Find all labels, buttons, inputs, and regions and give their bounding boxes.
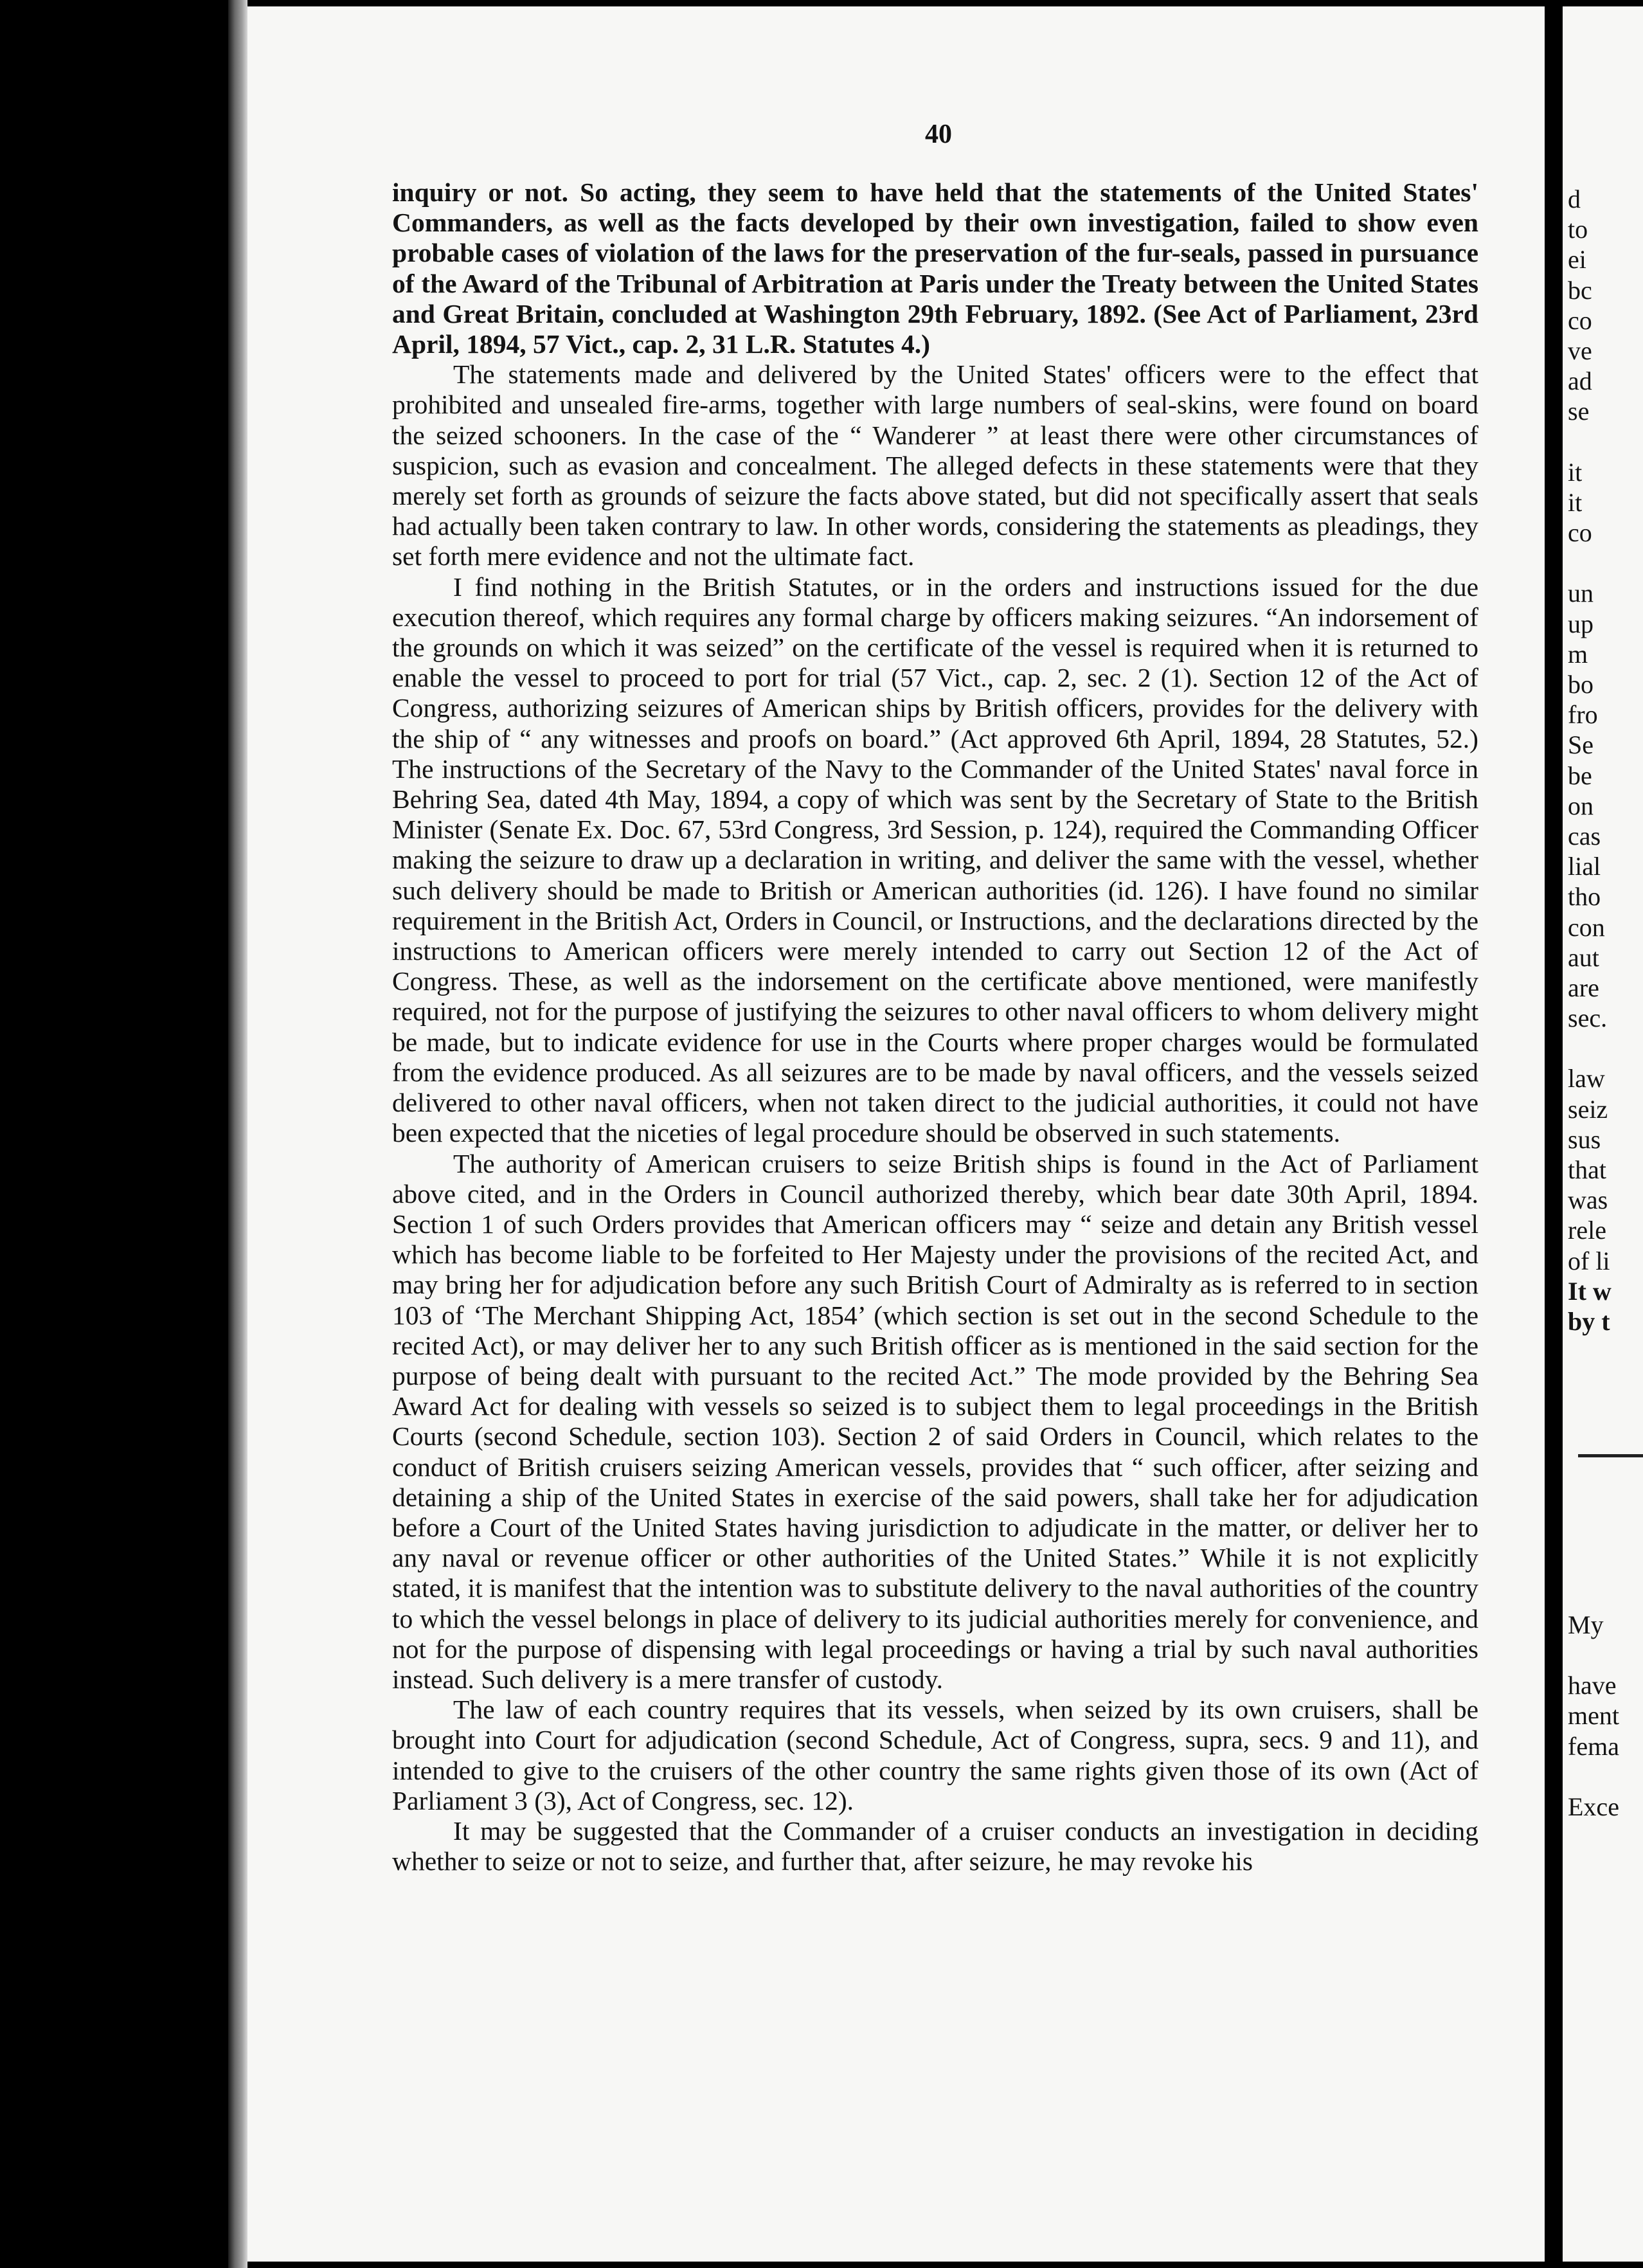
right-page-fragment: se <box>1568 397 1590 426</box>
page-number: 40 <box>925 120 952 149</box>
right-page-fragment <box>1568 1640 1643 1670</box>
right-page-fragment <box>1568 1580 1643 1610</box>
right-page-fragment: on <box>1568 791 1594 820</box>
right-page-fragments <box>1568 184 1643 1822</box>
right-page-fragment: ment <box>1568 1701 1619 1731</box>
right-page-fragment <box>1568 548 1643 578</box>
right-page-fragment: d <box>1568 184 1581 213</box>
right-page-fragment: un <box>1568 579 1594 608</box>
paragraph: The authority of American cruisers to seize British ships is found in the Act of Parliament above cited, and in the Orders in Council authorized thereby, which bear date 30th April, 1894. Section 1 of such Orders provides that American officers may “ seize and detain any British vessel which has become liable to be forfeited to Her Majesty under the provisions of the recited Act, and may bring her for adjudication before any such British Court of Admiralty as is referred to in section 103 of ‘The Merchant Shipping Act, 1854’ (which section is set out in the second Schedule to the recited Act), or may deliver her to any such British officer as is mentioned in the said section for the purpose of being dealt with pursuant to the recited Act.” The mode provided by the Behring Sea Award Act for dealing with vessels so seized is to subject them to legal proceedings in the British Courts (second Schedule, section 103). Section 2 of said Orders in Council, which relates to the conduct of British cruisers seizing American vessels, provides that “ such officer, after seizing and detaining a ship of the United States in exercise of the said powers, shall take her for adjudication before a Court of the United States having jurisdiction to adjudicate in the matter, or deliver her to any naval or revenue officer or other authorities of the United States.” While it is not explicitly stated, it is manifest that the intention was to substitute delivery to the naval authorities of the country to which the vessel belongs in place of delivery to its judicial authorities merely for convenience, and not for the purpose of dispensing with legal proceedings or having a trial by such naval authorities instead. Such delivery is a mere transfer of custody. <box>392 1148 1478 1694</box>
right-page-fragment: that <box>1568 1155 1606 1184</box>
right-page-fragment: ad <box>1568 366 1592 396</box>
right-page-rule <box>1578 1454 1643 1457</box>
paragraph: I find nothing in the British Statutes, or in the orders and instructions issued for the due execution thereof, which requires any formal charge by officers making seizures. “An indorsement of the grounds on which it was seized” on the certificate of the vessel is required when it is returned to enable the vessel to proceed to port for trial (57 Vict., cap. 2, sec. 2 (1). Section 12 of the Act of Congress, authorizing seizures of American ships by British officers, provides for the delivery with the ship of “ any witnesses and proofs on board.” (Act approved 6th April, 1894, 28 Statutes, 52.) The instructions of the Secretary of the Navy to the Commander of the United States' naval force in Behring Sea, dated 4th May, 1894, a copy of which was sent by the Secretary of State to the British Minister (Senate Ex. Doc. 67, 53rd Congress, 3rd Session, p. 124), required the Commanding Officer making the seizure to draw up a declaration in writing, and deliver the same with the vessel, whether such delivery should be made to British or American authorities (id. 126). I have found no similar requirement in the British Act, Orders in Council, or Instructions, and the declarations directed by the instructions to American officers were merely intended to carry out Section 12 of the Act of Congress. These, as well as the indorsement on the certificate above mentioned, were manifestly required, not for the purpose of justifying the seizures to other naval officers to whom delivery might be made, but to indicate evidence for use in the Courts where proper charges would be formulated from the evidence produced. As all seizures are to be made by naval officers, and the vessels seized delivered to other naval officers, when not taken direct to the judicial authorities, it could not have been expected that the niceties of legal procedure should be observed in such statements. <box>392 572 1478 1148</box>
right-page-fragment <box>1568 1367 1643 1397</box>
right-page-fragment: sus <box>1568 1124 1601 1154</box>
paragraph: The law of each country requires that its vessels, when seized by its own cruisers, shall be brought into Court for adjudication (second Schedule, Act of Congress, supra, secs. 9 and 11), and intended to give to the cruisers of the other country the same rights given those of its own (Act of Parliament 3 (3), Act of Congress, sec. 12). <box>392 1695 1478 1815</box>
right-page-fragment: lial <box>1568 852 1601 881</box>
scan-edge-shadow <box>228 0 247 2268</box>
right-page-fragment: it <box>1568 457 1583 487</box>
right-page-fragment: be <box>1568 760 1592 790</box>
right-page-fragment <box>1568 1761 1643 1792</box>
right-page-fragment: bo <box>1568 670 1594 699</box>
paragraph: The statements made and delivered by the United States' officers were to the effect that prohibited and unsealed fire-arms, together with large numbers of seal-skins, were found on board the seized schooners. In the case of the “ Wanderer ” at least there were other circumstances of suspicion, such as evasion and concealment. The alleged defects in these statements were that they merely set forth as grounds of seizure the facts above stated, but did not specifically assert that seals had actually been taken contrary to law. In other words, considering the statements as pleadings, they set forth mere evidence and not the ultimate fact. <box>392 359 1478 572</box>
right-page-fragment: seiz <box>1568 1094 1608 1124</box>
right-page-fragment: up <box>1568 609 1594 638</box>
right-page-fragment <box>1568 1488 1643 1518</box>
right-page-fragment <box>1568 1458 1643 1488</box>
right-page-fragment: bc <box>1568 275 1592 305</box>
right-page-fragment: to <box>1568 215 1588 244</box>
right-page-fragment: cas <box>1568 821 1601 851</box>
right-page-fragment: rele <box>1568 1216 1606 1245</box>
right-page-fragment: co <box>1568 305 1592 335</box>
right-page-fragment <box>1568 1033 1643 1063</box>
right-page-fragment: of li <box>1568 1246 1610 1275</box>
right-page-fragment <box>1568 1428 1643 1458</box>
right-page-fragment: My <box>1568 1610 1604 1639</box>
right-page-fragment <box>1568 1518 1643 1549</box>
paragraph: It may be suggested that the Commander of a cruiser conducts an investigation in deciding whether to seize or not to seize, and further that, after seizure, he may revoke his <box>392 1815 1478 1877</box>
right-page-fragment: tho <box>1568 882 1601 912</box>
right-page-fragment: It w <box>1568 1276 1612 1306</box>
right-page-fragment: fro <box>1568 700 1598 730</box>
right-page-fragment: co <box>1568 518 1592 548</box>
right-page-fragment: ei <box>1568 245 1586 274</box>
right-page-fragment: aut <box>1568 942 1599 972</box>
page-right <box>1563 6 1643 2262</box>
right-page-fragment <box>1568 1336 1643 1367</box>
right-page-fragment: sec. <box>1568 1004 1608 1033</box>
right-page-fragment: Se <box>1568 730 1594 760</box>
right-page-fragment: have <box>1568 1671 1617 1700</box>
right-page-fragment <box>1568 1549 1643 1579</box>
right-page-fragment <box>1568 1398 1643 1428</box>
page-gutter <box>1545 0 1563 2268</box>
right-page-fragment <box>1568 427 1643 457</box>
right-page-fragment: it <box>1568 487 1583 517</box>
right-page-fragment: Exce <box>1568 1792 1619 1821</box>
right-page-fragment: by t <box>1568 1306 1610 1336</box>
right-page-fragment: con <box>1568 912 1605 942</box>
right-page-fragment: are <box>1568 973 1599 1002</box>
right-page-fragment: ve <box>1568 336 1592 365</box>
body-text <box>392 177 1478 1877</box>
right-page-fragment: law <box>1568 1064 1605 1094</box>
right-page-fragment: m <box>1568 639 1588 669</box>
paragraph: inquiry or not. So acting, they seem to have held that the statements of the United States' Commanders, as well as the facts developed by their own investigation, failed to show even probable cases of violation of the laws for the preservation of the fur-seals, passed in pursuance of the Award of the Tribunal of Arbitration at Paris under the Treaty between the United States and Great Britain, concluded at Washington 29th February, 1892. (See Act of Parliament, 23rd April, 1894, 57 Vict., cap. 2, 31 L.R. Statutes 4.) <box>392 177 1478 359</box>
right-page-fragment: fema <box>1568 1731 1619 1761</box>
right-page-fragment: was <box>1568 1185 1608 1215</box>
